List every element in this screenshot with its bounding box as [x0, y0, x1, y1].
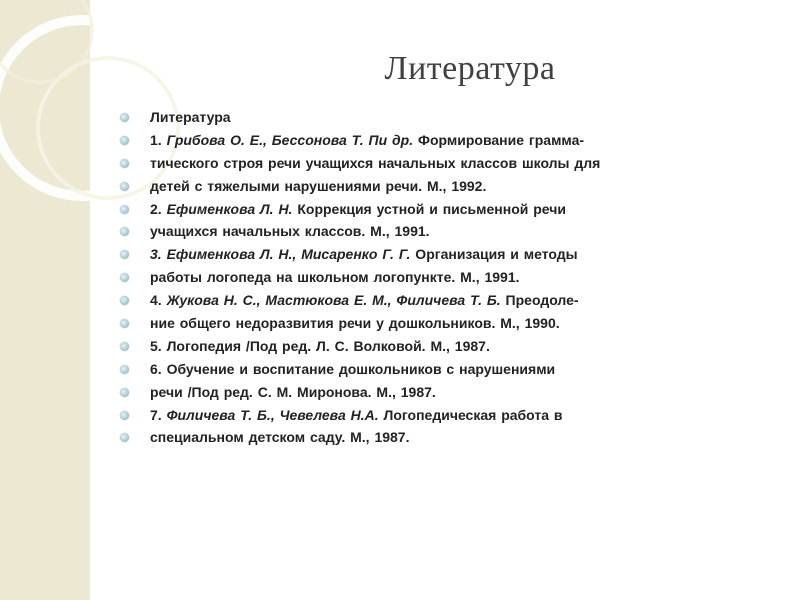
list-item: [118, 426, 718, 449]
bullet-icon: [120, 411, 129, 420]
item-prefix: 1.: [150, 131, 167, 148]
list-item: [118, 152, 718, 175]
item-authors: Грибова О. Е., Бессонова Т. Пи др.: [166, 131, 414, 148]
item-authors: Ефименкова Л. Н.: [166, 200, 293, 217]
item-authors: 3. Ефименкова Л. Н., Мисаренко Г. Г.: [150, 246, 411, 263]
bullet-icon: [120, 273, 129, 282]
bullet-icon: [120, 319, 129, 328]
bullet-icon: [120, 250, 129, 259]
bullet-icon: [120, 182, 129, 191]
item-text: Преодоле-: [500, 292, 579, 309]
bullet-icon: [120, 205, 129, 214]
item-text: работы логопеда на школьном логопункте. М., 1991.: [150, 269, 520, 286]
list-item: [118, 106, 718, 129]
list-item: [118, 175, 718, 198]
item-text: ние общего недоразвития речи у дошкольников. М., 1990.: [150, 315, 560, 332]
item-text: Литература: [150, 109, 231, 125]
bullet-icon: [120, 388, 129, 397]
item-prefix: 4.: [150, 292, 167, 309]
item-text: специальном детском саду. М., 1987.: [150, 429, 410, 446]
list-item: [118, 312, 718, 335]
bullet-icon: [120, 159, 129, 168]
item-text: Организация и методы: [410, 246, 578, 263]
bullet-icon: [120, 365, 129, 374]
list-item: [118, 358, 718, 381]
bullet-icon: [120, 433, 129, 442]
list-item: [118, 198, 718, 221]
bibliography-list: [118, 106, 718, 449]
bullet-icon: [120, 136, 129, 145]
bullet-icon: [120, 113, 129, 122]
bullet-icon: [120, 227, 129, 236]
item-text: тического строя речи учащихся начальных классов школы для: [150, 154, 601, 171]
slide-title: Литература: [384, 50, 556, 87]
item-authors: Жукова Н. С., Мастюкова Е. М., Филичева Т. Б.: [166, 292, 501, 309]
list-item: [118, 220, 718, 243]
item-text: Логопедическая работа в: [378, 406, 563, 423]
list-item: [118, 381, 718, 404]
list-item: [118, 335, 718, 358]
item-text: учащихся начальных классов. М., 1991.: [150, 223, 430, 240]
item-text: Формирование грамма-: [413, 131, 585, 148]
list-item: [118, 289, 718, 312]
list-item: [118, 404, 718, 427]
item-text: детей с тяжелыми нарушениями речи. М., 1992.: [150, 177, 487, 194]
item-authors: Филичева Т. Б., Чевелева Н.А.: [166, 406, 379, 423]
item-text: Коррекция устной и письменной речи: [292, 200, 566, 217]
bullet-icon: [120, 342, 129, 351]
bullet-icon: [120, 296, 129, 305]
item-text: речи /Под ред. С. М. Миронова. М., 1987.: [150, 383, 436, 400]
item-text: 5. Логопедия /Под ред. Л. С. Волковой. М., 1987.: [150, 337, 490, 354]
item-prefix: 2.: [150, 200, 167, 217]
item-prefix: 7.: [150, 406, 167, 423]
list-item: [118, 266, 718, 289]
item-text: 6. Обучение и воспитание дошкольников с нарушениями: [150, 360, 556, 377]
list-item: [118, 243, 718, 266]
list-item: [118, 129, 718, 152]
